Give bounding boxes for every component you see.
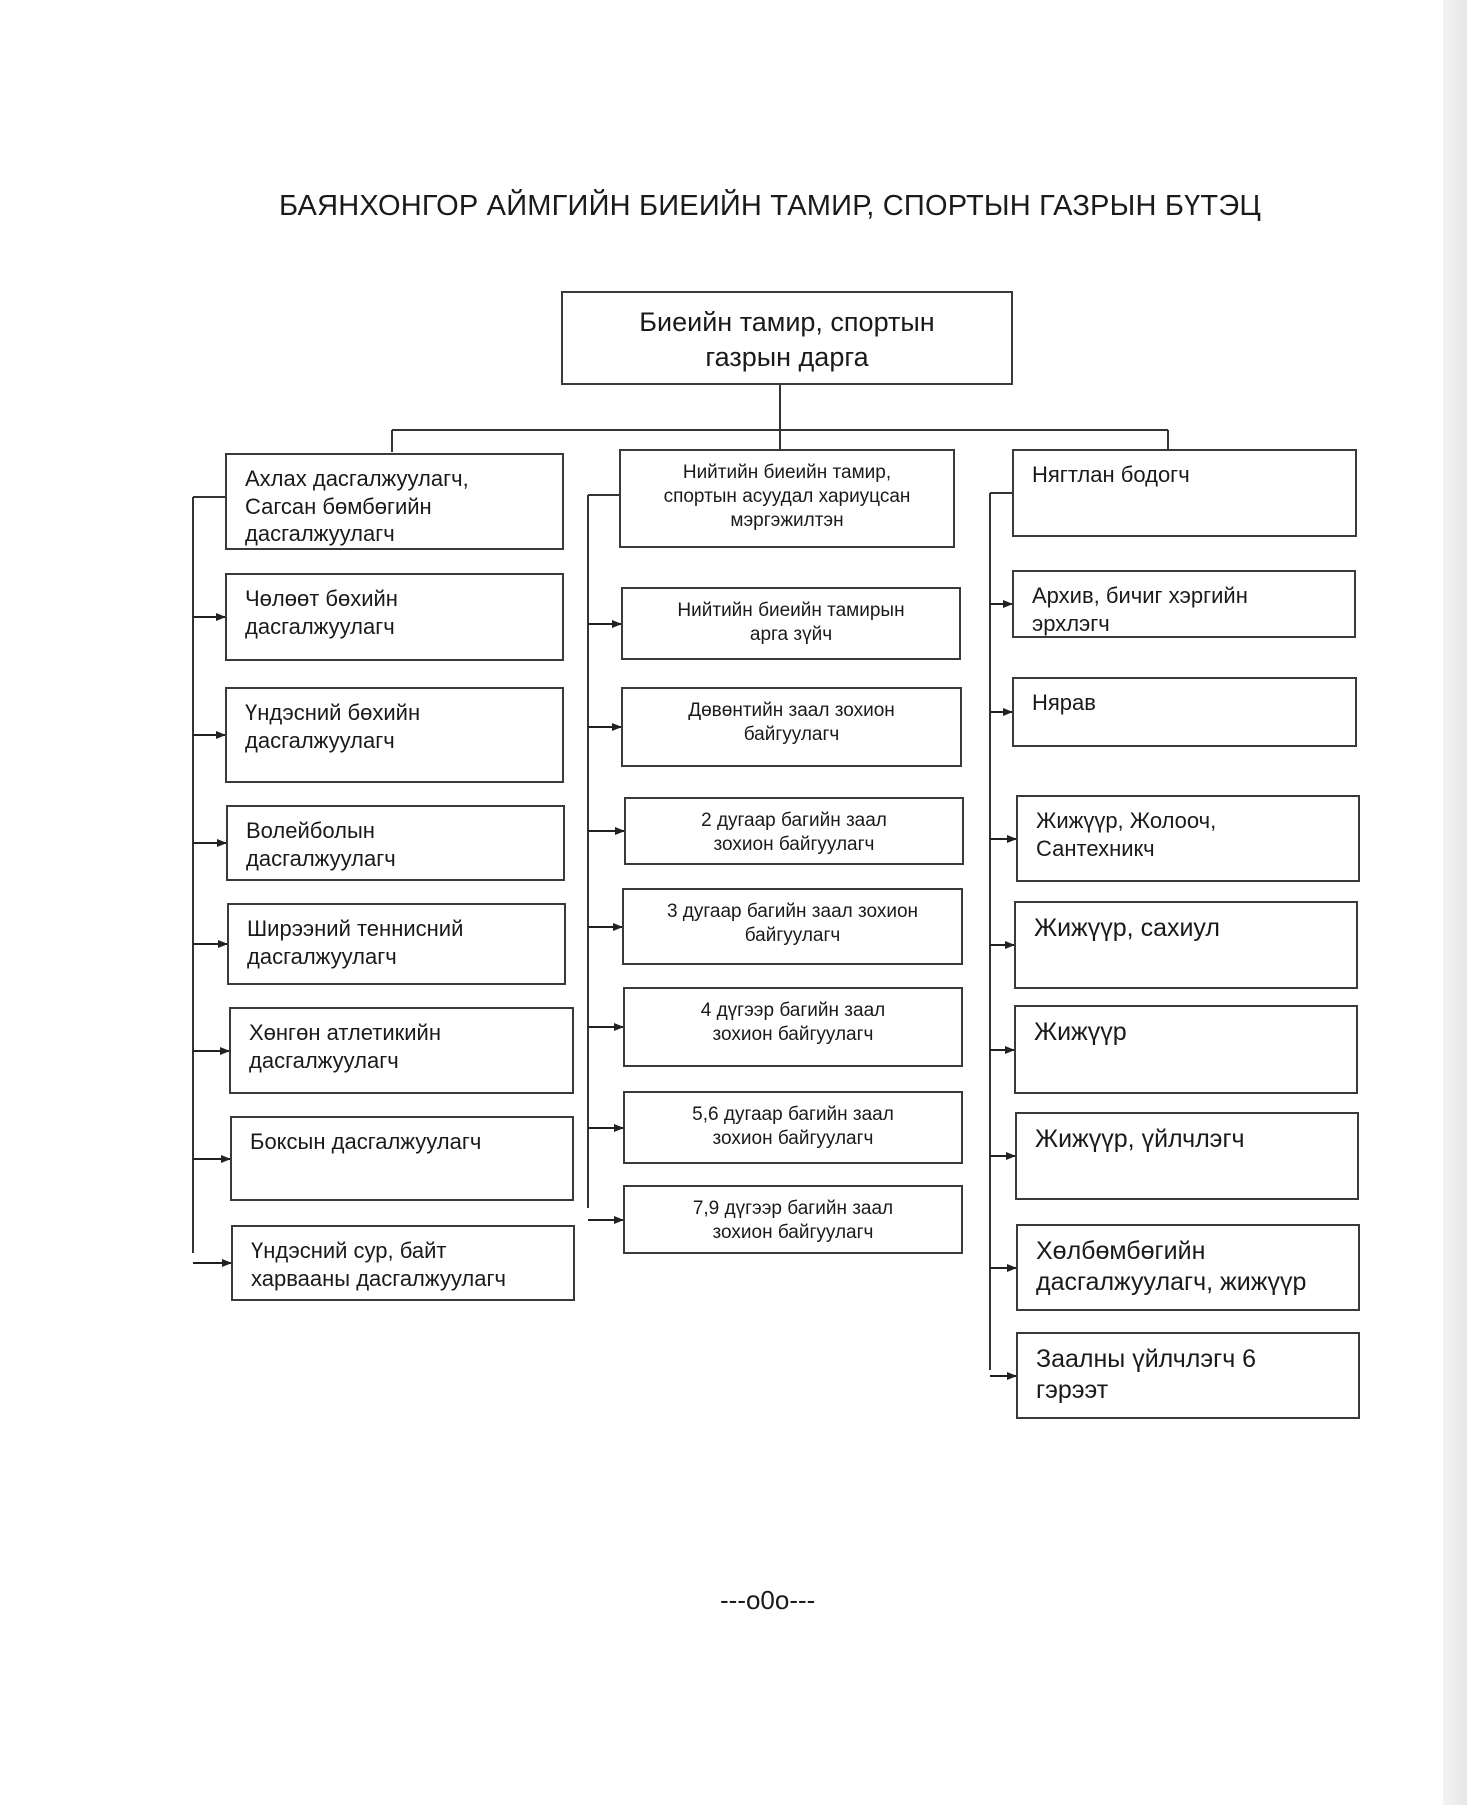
right-item-5 — [1014, 1005, 1358, 1094]
right-item-8 — [1016, 1332, 1360, 1419]
right-item-3 — [1016, 795, 1360, 882]
left-item-7 — [231, 1225, 575, 1301]
right-item-6 — [1015, 1112, 1359, 1200]
left-item-label: Чөлөөт бөхийн дасгалжуулагч — [245, 586, 398, 639]
right-item-label: Нярав — [1032, 690, 1096, 715]
left-item-6 — [230, 1116, 574, 1201]
left-item-2 — [225, 687, 564, 783]
center-item-5 — [623, 987, 963, 1067]
left-item-5 — [229, 1007, 574, 1094]
footer-mark: ---o0o--- — [720, 1585, 816, 1615]
center-item-1 — [621, 587, 961, 660]
left-lead-label: Ахлах дасгалжуулагч, Сагсан бөмбөгийн дасгалжуулагч — [245, 466, 469, 546]
left-item-4 — [227, 903, 566, 985]
left-item-label: Боксын дасгалжуулагч — [250, 1129, 482, 1154]
left-item-label: Волейболын дасгалжуулагч — [246, 818, 396, 871]
right-item-label: Архив, бичиг хэргийн эрхлэгч — [1032, 583, 1248, 636]
head-label: Биеийн тамир, спортын газрын дарга — [639, 307, 935, 372]
right-item-7 — [1016, 1224, 1360, 1311]
center-lead-box — [619, 449, 955, 548]
right-item-label: Заалны үйлчлэгч 6 гэрээт — [1036, 1345, 1257, 1405]
left-lead-box — [225, 453, 564, 550]
right-lead-label: Нягтлан бодогч — [1032, 462, 1190, 487]
center-item-7 — [623, 1185, 963, 1254]
left-item-label: Үндэсний бөхийн дасгалжуулагч — [245, 700, 421, 753]
center-item-6 — [623, 1091, 963, 1164]
right-item-label: Жижүүр, сахиул — [1034, 914, 1220, 942]
center-item-label: Нийтийн биеийн тамирын арга зүйч — [677, 600, 905, 645]
center-item-2 — [621, 687, 962, 767]
head-box — [561, 291, 1013, 385]
center-item-label: Дөвөнтийн заал зохион байгуулагч — [688, 700, 895, 745]
center-item-label: 4 дүгээр багийн заал зохион байгуулагч — [700, 1000, 886, 1045]
page-title: БАЯНХОНГОР АЙМГИЙН БИЕИЙН ТАМИР, СПОРТЫН ГАЗРЫН БҮТЭЦ — [278, 190, 1262, 222]
right-item-1 — [1012, 570, 1356, 638]
center-item-label: 5,6 дугаар багийн заал зохион байгуулагч — [692, 1104, 894, 1149]
left-item-3 — [226, 805, 565, 881]
right-item-label: Хөлбөмбөгийн дасгалжуулагч, жижүүр — [1036, 1237, 1307, 1297]
left-item-1 — [225, 573, 564, 661]
center-lead-label: Нийтийн биеийн тамир, спортын асуудал хариуцсан мэргэжилтэн — [663, 462, 911, 531]
right-item-4 — [1014, 901, 1358, 989]
right-item-label: Жижүүр — [1034, 1018, 1127, 1046]
center-item-label: 3 дугаар багийн заал зохион байгуулагч — [666, 901, 919, 946]
left-item-label: Хөнгөн атлетикийн дасгалжуулагч — [249, 1020, 441, 1073]
center-item-label: 7,9 дүгээр багийн заал зохион байгуулагч — [692, 1198, 894, 1243]
center-item-label: 2 дугаар багийн заал зохион байгуулагч — [701, 810, 887, 855]
right-item-label: Жижүүр, үйлчлэгч — [1035, 1125, 1245, 1153]
left-item-label: Үндэсний сур, байт харвааны дасгалжуулагч — [251, 1238, 506, 1291]
center-item-3 — [624, 797, 964, 865]
left-item-label: Ширээний теннисний дасгалжуулагч — [247, 916, 464, 969]
right-item-2 — [1012, 677, 1357, 747]
center-item-4 — [622, 888, 963, 965]
right-item-label: Жижүүр, Жолооч, Сантехникч — [1036, 808, 1217, 861]
right-lead-box — [1012, 449, 1357, 537]
